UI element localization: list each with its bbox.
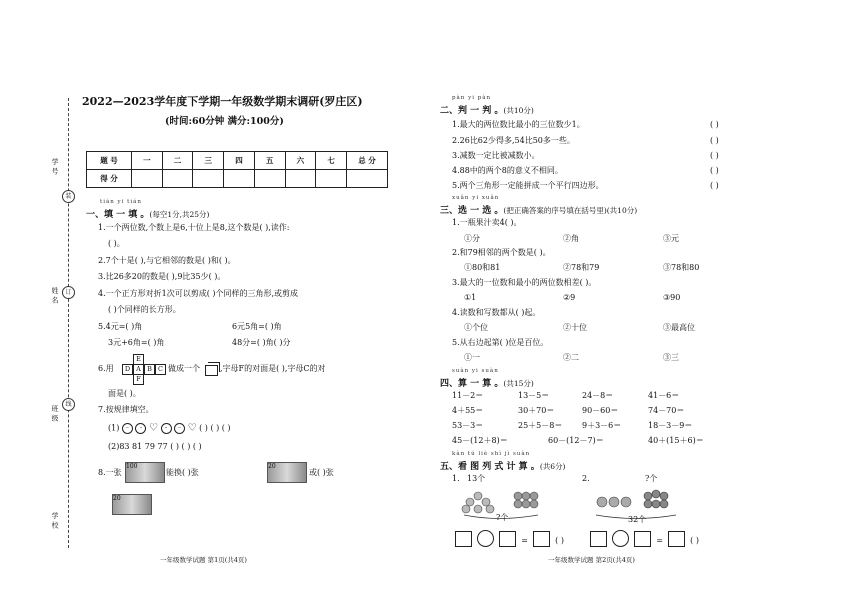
section5-title: 五、看 图 列 式 计 算 。 [440, 462, 540, 472]
score-header-cell: 题 号 [87, 152, 132, 170]
calc-13[interactable]: 45－(12＋8)＝ [452, 436, 508, 445]
section2-note: (共10分) [503, 106, 534, 115]
calc-14[interactable]: 60－(12－7)＝ [548, 436, 604, 445]
score-header-cell: 三 [193, 152, 224, 170]
judge-paren-2[interactable]: ( ) [710, 136, 719, 145]
choice-q4: 4.读数和写数都从( )起。 [452, 308, 541, 317]
q3: 3.比26多20的数是( ),9比35少( )。 [98, 272, 226, 281]
judge-item-2: 2.26比62少得多,54比50多一些。 [452, 136, 575, 145]
choice-q1: 1.一瓶果汁卖4( )。 [452, 218, 522, 227]
q8-a: 8.一张 [98, 468, 122, 477]
problem1-count: 13个 [467, 474, 486, 483]
q5a-right: 6元5角=( )角 [232, 322, 282, 331]
calc-9[interactable]: 53－3＝ [452, 421, 484, 430]
section4-note: (共15分) [503, 379, 534, 388]
banknote-100-label: 100 [126, 463, 138, 470]
net-cell-a: A [133, 364, 144, 375]
score-cell[interactable] [285, 170, 316, 188]
problem2-label: 2. [582, 474, 590, 483]
judge-item-3: 3.减数一定比被减数小。 [452, 151, 540, 160]
calc-10[interactable]: 25＋5－8＝ [518, 421, 563, 430]
judge-item-4: 4.88中的两个8的意义不相同。 [452, 166, 563, 175]
cube-icon-back [208, 362, 220, 372]
unit-paren[interactable]: ( ) [555, 536, 564, 545]
q6-suffix: ,字母F的对面是( ),字母C的对 [220, 364, 326, 373]
judge-paren-4[interactable]: ( ) [710, 166, 719, 175]
score-cell[interactable] [193, 170, 224, 188]
q7-1-prefix: (1) [108, 423, 120, 433]
calc-12[interactable]: 18－3－9＝ [648, 421, 693, 430]
choice-q1-opt1[interactable]: ①分 [464, 234, 480, 243]
choice-q2-opt2[interactable]: ②78和79 [563, 263, 600, 272]
score-cell[interactable] [254, 170, 285, 188]
calc-3[interactable]: 24－8＝ [582, 391, 614, 400]
judge-item-1: 1.最大的两位数比最小的三位数少1。 [452, 120, 585, 129]
apple-pile-icon [462, 492, 494, 513]
section5-heading [440, 459, 565, 472]
heart-icon: ♡ [148, 422, 158, 434]
section5-note: (共6分) [539, 462, 566, 471]
answer-box[interactable] [590, 531, 607, 547]
calc-15[interactable]: 40＋(15＋6)＝ [648, 436, 704, 445]
score-header-cell: 五 [254, 152, 285, 170]
score-cell[interactable] [224, 170, 255, 188]
score-header-cell: 四 [224, 152, 255, 170]
problem2-total: 32个 [628, 515, 647, 524]
section1-heading [86, 207, 209, 220]
net-cell-d: D [122, 364, 133, 375]
problem2-question: ?个 [645, 474, 658, 483]
choice-q4-opt2[interactable]: ②十位 [563, 323, 587, 332]
smiley-icon: ᵕ [174, 423, 185, 434]
choice-q3-opt3[interactable]: ③90 [663, 293, 681, 302]
judge-item-5: 5.两个三角形一定能拼成一个平行四边形。 [452, 181, 604, 190]
binding-mark-ding: 订 [62, 286, 75, 299]
problem1-question: ?个 [496, 513, 509, 522]
heart-icon: ♡ [187, 422, 197, 434]
net-cell-f: F [133, 374, 144, 385]
net-cell-e: E [133, 354, 144, 365]
banknote-20-image [267, 462, 307, 483]
choice-q5: 5.从右边起第( )位是百位。 [452, 338, 549, 347]
q7-2: (2)83 81 79 77 ( ) ( ) ( ) [108, 442, 202, 451]
choice-q3: 3.最大的一位数和最小的两位数相差( )。 [452, 278, 597, 287]
q7: 7.按规律填空。 [98, 405, 154, 414]
operator-circle[interactable] [612, 530, 629, 547]
net-cell-b: B [144, 364, 155, 375]
score-header-cell: 总 分 [347, 152, 388, 170]
section3-heading [440, 203, 637, 216]
unit-paren[interactable]: ( ) [690, 536, 699, 545]
score-cell[interactable] [316, 170, 347, 188]
answer-box[interactable] [499, 531, 516, 547]
choice-q5-opt1[interactable]: ①一 [464, 353, 480, 362]
calc-11[interactable]: 9＋3－6＝ [582, 421, 622, 430]
q8-b: 能换( )张 [166, 468, 199, 477]
calc-5[interactable]: 4＋55＝ [452, 406, 484, 415]
section1-title: 一、填 一 填 。 [86, 210, 150, 220]
q6-line2: 面是( )。 [108, 389, 141, 398]
smiley-icon: ᵕ [135, 423, 146, 434]
q1-line1: 1.一个两位数,个数上是6,十位上是8,这个数是( ),读作: [98, 223, 290, 232]
q7-1-blanks: ( ) ( ) ( ) [199, 423, 231, 433]
section2-pinyin: pàn yi pàn [452, 95, 492, 101]
section1-note: (每空1分,共25分) [149, 210, 210, 219]
score-cell[interactable] [132, 170, 163, 188]
choice-q2-opt1[interactable]: ①80和81 [464, 263, 501, 272]
page-subtitle: (时间:60分钟 满分:100分) [165, 116, 284, 127]
q5b-right: 48分=( )角( )分 [232, 338, 291, 347]
score-header-cell: 二 [162, 152, 193, 170]
binding-line [68, 98, 69, 548]
section3-pinyin: xuǎn yi xuǎn [452, 195, 500, 201]
choice-q1-opt3[interactable]: ③元 [663, 234, 679, 243]
ball-bag-icon [644, 490, 668, 508]
school-label: 学 校 [51, 512, 59, 529]
section5-pinyin: kàn tú liè shì jì suàn [452, 451, 531, 457]
page-title: 2022—2023学年度下学期一年级数学期末调研(罗庄区) [82, 95, 363, 108]
equation-row-1 [455, 528, 564, 547]
smiley-icon: ᵕ [161, 423, 172, 434]
section4-pinyin: suàn yi suàn [452, 368, 499, 374]
choice-q5-opt3[interactable]: ③三 [663, 353, 679, 362]
operator-circle[interactable] [477, 530, 494, 547]
choice-q2: 2.和79相邻的两个数是( )。 [452, 248, 551, 257]
score-header-cell: 六 [285, 152, 316, 170]
footer-left: 一年级数学试题 第1页(共4页) [160, 556, 247, 564]
judge-paren-3[interactable]: ( ) [710, 151, 719, 160]
banknote-20-label: 20 [268, 463, 276, 470]
section4-heading [440, 376, 534, 389]
q5a-left: 5.4元=( )角 [98, 322, 143, 331]
answer-box[interactable] [455, 531, 472, 547]
calc-8[interactable]: 74－70＝ [648, 406, 685, 415]
calc-4[interactable]: 41－6＝ [648, 391, 680, 400]
equals-sign: = [656, 536, 663, 545]
banknote-100-image [125, 462, 165, 483]
equation-row-2 [590, 528, 699, 547]
score-header-cell: 七 [316, 152, 347, 170]
section2-heading [440, 103, 534, 116]
choice-q4-opt1[interactable]: ①个位 [464, 323, 488, 332]
banknote-20-label-2: 20 [113, 495, 121, 502]
name-label: 姓 名 [51, 287, 59, 304]
student-id-label: 学 号 [51, 158, 59, 175]
q4-line1: 4.一个正方形对折1次可以剪成( )个同样的三角形,或剪成 [98, 289, 299, 298]
section2-title: 二、判 一 判 。 [440, 106, 504, 116]
score-cell[interactable] [347, 170, 388, 188]
q2: 2.7个十是( ),与它相邻的数是( )和( )。 [98, 256, 236, 265]
section4-title: 四、算 一 算 。 [440, 379, 504, 389]
binding-mark-zhuang: 装 [62, 190, 75, 203]
score-header-cell: 一 [132, 152, 163, 170]
choice-q2-opt3[interactable]: ③78和80 [663, 263, 700, 272]
class-label: 班 级 [51, 405, 59, 422]
q8-c: 或( )张 [309, 468, 334, 477]
judge-paren-1[interactable]: ( ) [710, 120, 719, 129]
q6-prefix: 6.用 [98, 364, 114, 373]
answer-box[interactable] [533, 531, 550, 547]
q1-line2: ( )。 [108, 239, 125, 248]
apple-basket-icon [514, 492, 538, 508]
q6-middle: 做成一个 [168, 364, 200, 373]
equals-sign: = [521, 536, 528, 545]
problem1-label: 1. [452, 474, 460, 483]
q7-1 [108, 423, 231, 434]
calc-1[interactable]: 11－2＝ [452, 391, 484, 400]
answer-box[interactable] [668, 531, 685, 547]
choice-q5-opt2[interactable]: ②二 [563, 353, 579, 362]
ball-group-icon [597, 497, 631, 507]
score-table [86, 151, 388, 188]
q5b-left: 3元+6角=( )角 [108, 338, 165, 347]
section3-title: 三、选 一 选 。 [440, 206, 504, 216]
smiley-icon: ᵕ [122, 423, 133, 434]
choice-q3-opt1[interactable]: ①1 [464, 293, 477, 302]
section1-pinyin: tián yi tián [100, 199, 142, 205]
choice-q3-opt2[interactable]: ②9 [563, 293, 576, 302]
q4-line2: ( )个同样的长方形。 [108, 305, 181, 314]
calc-7[interactable]: 90－60＝ [582, 406, 619, 415]
score-row-label: 得 分 [87, 170, 132, 188]
judge-paren-5[interactable]: ( ) [710, 181, 719, 190]
net-cell-c: C [155, 364, 166, 375]
section3-note: (把正确答案的序号填在括号里)(共10分) [503, 206, 638, 215]
choice-q1-opt2[interactable]: ②角 [563, 234, 579, 243]
banknote-20-image-2 [112, 494, 152, 515]
footer-right: 一年级数学试题 第2页(共4页) [548, 556, 635, 564]
binding-mark-xian: 线 [62, 398, 75, 411]
calc-2[interactable]: 13－5＝ [518, 391, 550, 400]
answer-box[interactable] [634, 531, 651, 547]
calc-6[interactable]: 30＋70＝ [518, 406, 555, 415]
choice-q4-opt3[interactable]: ③最高位 [663, 323, 695, 332]
score-cell[interactable] [162, 170, 193, 188]
